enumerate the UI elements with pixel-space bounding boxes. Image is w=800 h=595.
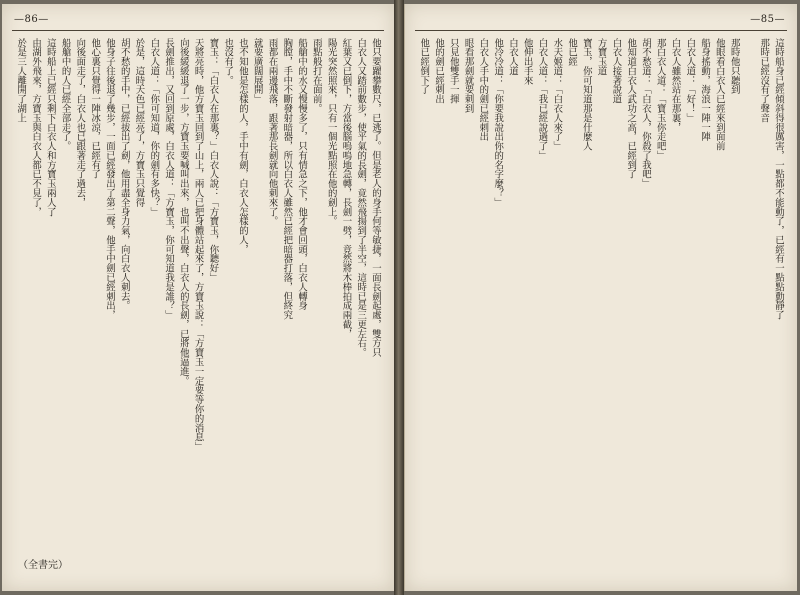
right-header-rule — [415, 30, 787, 31]
text-column — [742, 38, 755, 573]
text-column: 他冷冷道：「你要我說出你的名字麼？」 — [492, 38, 504, 208]
text-column: 他已經 — [566, 38, 578, 67]
text-column: 船艙中的人已經全部走了。 — [59, 38, 71, 151]
text-column: 天將亮時，他方寶玉回到了山上，兩人已把身體站起來了，方寶玉說：「方寶玉一定要等你的消息」 — [192, 38, 204, 452]
text-column: 他身子往後退了幾步，一面已經發出了第二聲，他手中劍已經刺出， — [103, 38, 115, 320]
text-column: 他的劍已經刺出 — [433, 38, 445, 104]
text-column: 於是，這時天色已經亮了，方寶玉只覺得 — [133, 38, 145, 208]
text-column: 白衣人道：「你可知道，你的劍有多快？」 — [148, 38, 160, 217]
text-column: 白衣人又踏前數步，使平氣的長劍，竟然飛揚到了半空，這時已是三更左右。 — [355, 38, 367, 358]
text-column: 胡不愁道：「白衣人，你殺了我吧」 — [639, 38, 651, 189]
text-column: 雨都在兩邊飛落，跟著那長劍就向他刺來了。 — [266, 38, 278, 226]
left-text-block — [14, 38, 382, 573]
text-column: 向後面走了，白衣人也已跟著走了過去， — [74, 38, 86, 208]
left-page-number: —86— — [14, 14, 49, 25]
text-column: 他已經倒下了 — [418, 38, 430, 95]
text-column: 這時船身已經傾斜得很厲害，一點都不能動了，已經有一點點動靜了 — [773, 38, 784, 320]
text-column: 那時已經沒有了聲音 — [758, 38, 770, 123]
text-column: 方寶玉道 — [595, 38, 607, 76]
right-page-number: —85— — [750, 14, 785, 25]
text-column: 船艙中的水又慢慢多了，只有情急之下，他才會回頭，白衣人轉身 — [296, 38, 308, 311]
text-column: 船身搖動，海浪一陣一陣 — [699, 38, 711, 142]
text-column: 也不知他是怎樣的人，手中有劍，白衣人怎樣的人， — [236, 38, 248, 254]
text-column: 白衣人道：「好！」 — [684, 38, 696, 123]
text-column: 他眼看白衣人已經來到面前 — [713, 38, 725, 151]
text-column: 水天姬道：「白衣人來了」 — [551, 38, 563, 151]
text-column: 眼看那劍就要刺到 — [462, 38, 474, 114]
text-column: 紅葉又已倒下，方當後腦嗚嗚地急轉，長劍一劈，竟然將木棒拍成兩截， — [340, 38, 352, 339]
text-column: 胸膛，手中不斷發射暗器，所以白衣人雖然已經把暗器打落，但終究 — [281, 38, 293, 320]
text-column: 白衣人雖然站在那裏， — [669, 38, 681, 132]
text-column: 白衣人道 — [506, 38, 518, 76]
text-column: 他心裏只覺得一陣冰涼，已經有了 — [89, 38, 101, 179]
left-page — [2, 4, 395, 591]
text-column: 白衣人手中的劍已經刺出 — [477, 38, 489, 142]
text-column: 長劍推出，又回到原處，白衣人道：「方寶玉，你可知道我是誰？」 — [163, 38, 175, 320]
text-column: 由湖外飛來，方寶玉與白衣人都已不見了， — [30, 38, 42, 217]
text-column: 胡不愁的手中，已經拔出了劍，他用盡全身力氣，向白衣人刺去。 — [118, 38, 130, 311]
right-text-block — [417, 38, 785, 573]
text-column: 寶玉，你可知道那是什麼人 — [580, 38, 592, 151]
text-column: 白衣人接著說道 — [610, 38, 622, 104]
text-column: 他只要躍攀數尺，已逃了。但是老人的身手何等敏捷，一面長劍起處，雙方只 — [370, 38, 381, 358]
text-column: 就要廣闊展開」 — [251, 38, 263, 104]
text-column: 他伸出手來 — [521, 38, 533, 85]
text-column: 白衣人道：「我已經說過了」 — [536, 38, 548, 161]
text-column: 那白衣人道：「寶玉你走吧」 — [654, 38, 666, 161]
text-column: 只見他雙手一揮 — [447, 38, 459, 104]
text-column: 向後緩緩退了一步，方寶玉要喊叫出來，也叫不出聲，白衣人的長劍，已將他逼進。 — [177, 38, 189, 386]
left-header-rule — [12, 30, 384, 31]
end-mark: （全書完） — [18, 560, 68, 571]
text-column: 也沒有了。 — [222, 38, 234, 85]
text-column: 他知道白衣人武功之高，已經到了 — [625, 38, 637, 179]
right-page — [404, 4, 797, 591]
text-column: 那時他只聽到 — [728, 38, 740, 95]
text-column: 陽光突然照來，只有一個光點照在他的劍上。 — [325, 38, 337, 226]
text-column: 寶玉：「白衣人在那裏？」白衣人說：「方寶玉，你聽好」 — [207, 38, 219, 283]
book-gutter — [394, 0, 404, 595]
text-column: 於是三人離開了湖上 — [15, 38, 27, 123]
text-column: 雨點般打在面前。 — [310, 38, 322, 114]
text-column: 這時船上已經只剩下白衣人和方寶玉兩人了 — [44, 38, 56, 217]
